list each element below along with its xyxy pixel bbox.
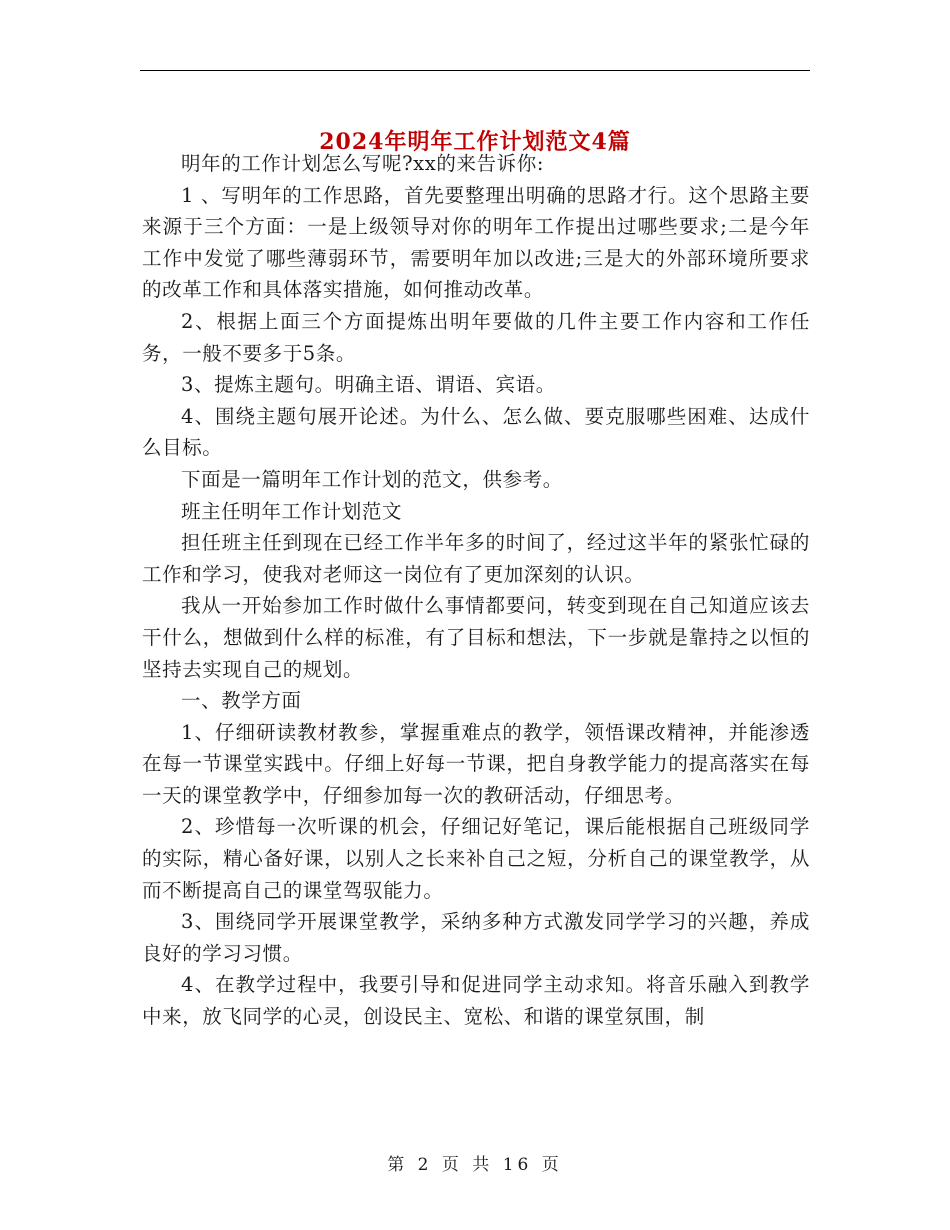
paragraph: 4、在教学过程中，我要引导和促进同学主动求知。将音乐融入到教学中来，放飞同学的心灵，创设民主、宽松、和谐的课堂氛围，制 (142, 973, 810, 1029)
section-heading: 班主任明年工作计划范文 (181, 499, 403, 523)
paragraph: 1 、写明年的工作思路，首先要整理出明确的思路才行。这个思路主要来源于三个方面：一是上级领导对你的明年工作提出过哪些要求;二是今年工作中发觉了哪些薄弱环节，需要明年加以改进;三是大的外部环境所要求的改革工作和具体落实措施，如何推动改革。 (142, 183, 810, 302)
section-heading: 一、教学方面 (181, 689, 302, 713)
document-body (142, 148, 810, 1033)
paragraph: 明年的工作计划怎么写呢?xx的来告诉你: (181, 152, 545, 175)
paragraph: 1、仔细研读教材教参，掌握重难点的教学，领悟课改精神，并能渗透在每一节课堂实践中。仔细上好每一节课，把自身教学能力的提高落实在每一天的课堂教学中，仔细参加每一次的教研活动，仔细思考。 (142, 720, 810, 807)
paragraph: 2、根据上面三个方面提炼出明年要做的几件主要工作内容和工作任务，一般不要多于5条。 (142, 309, 810, 365)
paragraph: 3、围绕同学开展课堂教学，采纳多种方式激发同学学习的兴趣，养成良好的学习习惯。 (142, 910, 810, 965)
paragraph: 下面是一篇明年工作计划的范文，供参考。 (181, 467, 563, 491)
header-rule (140, 70, 810, 71)
paragraph: 我从一开始参加工作时做什么事情都要问，转变到现在自己知道应该去干什么，想做到什么样的标准，有了目标和想法，下一步就是靠持之以恒的坚持去实现自己的规划。 (142, 594, 810, 681)
paragraph: 4、围绕主题句展开论述。为什么、怎么做、要克服哪些困难、达成什么目标。 (142, 404, 810, 460)
document-title: 2024年明年工作计划范文4篇 (319, 128, 631, 155)
paragraph: 2、珍惜每一次听课的机会，仔细记好笔记，课后能根据自己班级同学的实际，精心备好课，以别人之长来补自己之短，分析自己的课堂教学，从而不断提高自己的课堂驾驭能力。 (142, 815, 810, 902)
page-number-footer: 第 2 页 共 16 页 (387, 1155, 563, 1175)
paragraph: 担任班主任到现在已经工作半年多的时间了，经过这半年的紧张忙碌的工作和学习，使我对老师这一岗位有了更加深刻的认识。 (142, 531, 810, 586)
paragraph: 3、提炼主题句。明确主语、谓语、宾语。 (181, 373, 556, 397)
